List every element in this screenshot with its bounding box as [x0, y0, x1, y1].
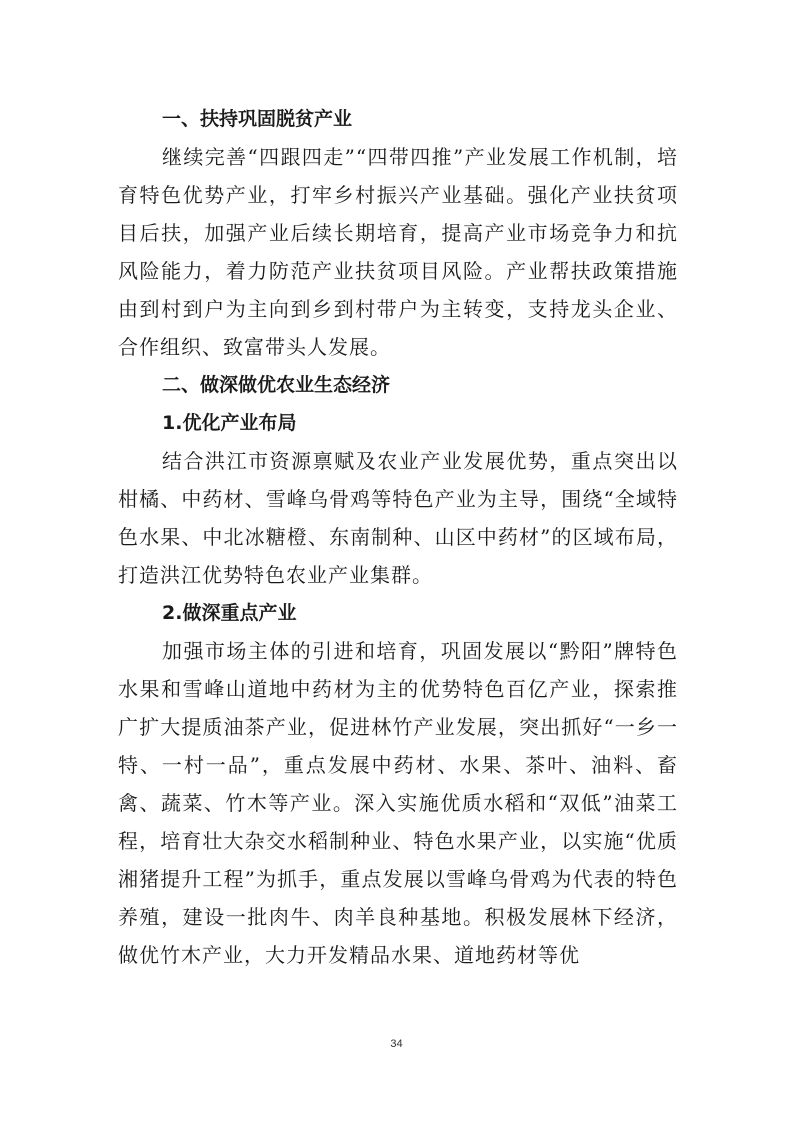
subsection-heading-1: 1.优化产业布局: [162, 412, 297, 434]
subsection-heading-2: 2.做深重点产业: [162, 602, 297, 624]
page-number: 34: [390, 1038, 403, 1050]
section-heading-1: 一、扶持巩固脱贫产业: [162, 108, 353, 130]
section-paragraph-1: 继续完善“四跟四走”“四带四推”产业发展工作机制，培育特色优势产业，打牢乡村振兴产业基础。强化产业扶贫项目后扶，加强产业后续长期培育，提高产业市场竞争力和抗风险能力，着力防范产业扶贫项目风险。产业帮扶政策措施由到村到户为主向到乡到村带户为主转变，支持龙头企业、合作组织、致富带头人发展。: [118, 145, 678, 359]
document-body: [118, 100, 678, 974]
subsection-paragraph-1: 结合洪江市资源禀赋及农业产业发展优势，重点突出以柑橘、中药材、雪峰乌骨鸡等特色产业为主导，围绕“全域特色水果、中北冰糖橙、东南制种、山区中药材”的区域布局，打造洪江优势特色农业产业集群。: [118, 449, 678, 587]
section-heading-2: 二、做深做优农业生态经济: [162, 374, 391, 396]
subsection-paragraph-2: 加强市场主体的引进和培育，巩固发展以“黔阳”牌特色水果和雪峰山道地中药材为主的优势特色百亿产业，探索推广扩大提质油茶产业，促进林竹产业发展，突出抓好“一乡一特、一村一品”，重点发展中药材、水果、茶叶、油料、畜禽、蔬菜、竹木等产业。深入实施优质水稻和“双低”油菜工程，培育壮大杂交水稻制种业、特色水果产业，以实施“优质湘猪提升工程”为抓手，重点发展以雪峰乌骨鸡为代表的特色养殖，建设一批肉牛、肉羊良种基地。积极发展林下经济，做优竹木产业，大力开发精品水果、道地药材等优: [118, 639, 678, 967]
